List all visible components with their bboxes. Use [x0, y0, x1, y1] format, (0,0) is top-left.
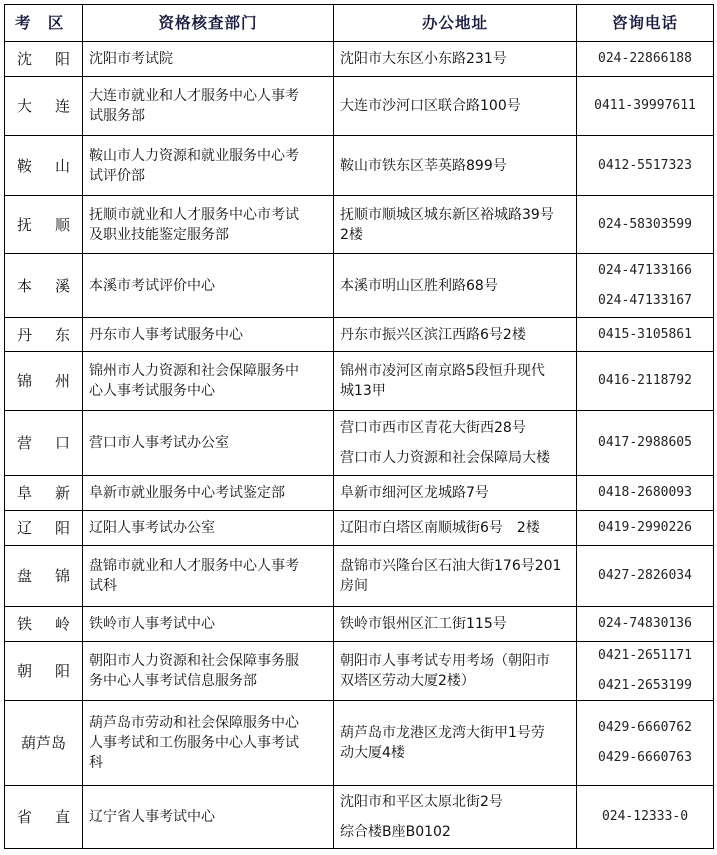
department-cell	[83, 136, 334, 196]
region-cell: 葫芦岛	[5, 701, 83, 786]
table-row	[5, 42, 714, 77]
address-cell	[334, 607, 577, 642]
department-cell	[83, 511, 334, 546]
address-cell	[334, 642, 577, 701]
phone-cell	[577, 196, 714, 254]
department-cell	[83, 607, 334, 642]
phones-line: 0419-2990226	[598, 520, 692, 535]
department-line: 葫芦岛市劳动和社会保障服务中心	[89, 715, 299, 731]
phones-line: 024-47133166	[598, 262, 692, 278]
address-cell	[334, 511, 577, 546]
region-cell: 沈 阳	[5, 42, 83, 77]
address-line: 双塔区劳动大厦2楼）	[340, 673, 475, 689]
header-department: 资格核查部门	[83, 5, 334, 42]
table-row	[5, 352, 714, 411]
table-row	[5, 546, 714, 607]
department-line: 朝阳市人力资源和社会保障事务服	[89, 653, 299, 669]
department-line: 鞍山市人力资源和就业服务中心考	[89, 147, 299, 164]
address-line: 沈阳市和平区太原北街2号	[340, 794, 503, 810]
address-cell	[334, 196, 577, 254]
department-cell	[83, 546, 334, 607]
table-row	[5, 77, 714, 136]
phones-line: 0415-3105861	[598, 326, 692, 342]
header-row	[5, 5, 714, 42]
region-cell: 抚 顺	[5, 196, 83, 254]
department-line: 营口市人事考试办公室	[89, 435, 229, 451]
address-line: 辽阳市白塔区南顺城街6号 2楼	[340, 520, 540, 536]
region-cell: 鞍 山	[5, 136, 83, 196]
department-line: 试科	[89, 578, 117, 594]
department-line: 心人事考试服务中心	[89, 383, 215, 399]
table-row	[5, 476, 714, 511]
phone-cell	[577, 786, 714, 849]
address-line: 铁岭市银州区汇工街115号	[340, 616, 507, 632]
department-line: 本溪市考试评价中心	[89, 277, 215, 294]
address-cell	[334, 411, 577, 476]
table-body	[5, 42, 714, 849]
department-cell	[83, 352, 334, 411]
address-line: 朝阳市人事考试专用考场（朝阳市	[340, 653, 550, 669]
address-cell	[334, 77, 577, 136]
region-cell: 朝 阳	[5, 642, 83, 701]
region-cell: 营 口	[5, 411, 83, 476]
phone-cell	[577, 546, 714, 607]
region-cell: 锦 州	[5, 352, 83, 411]
address-cell	[334, 352, 577, 411]
phone-cell	[577, 136, 714, 196]
region-cell: 阜 新	[5, 476, 83, 511]
address-line: 营口市人力资源和社会保障局大楼	[340, 450, 550, 466]
address-line: 动大厦4楼	[340, 745, 405, 761]
phones-line: 0412-5517323	[598, 157, 692, 173]
address-line: 丹东市振兴区滨江西路6号2楼	[340, 326, 526, 343]
phone-cell	[577, 701, 714, 786]
region-cell: 辽 阳	[5, 511, 83, 546]
department-line: 试评价部	[89, 167, 145, 184]
phones-line: 0427-2826034	[598, 568, 692, 583]
phones-line: 024-12333-0	[601, 809, 689, 824]
phone-cell	[577, 318, 714, 352]
phone-cell	[577, 352, 714, 411]
table-row	[5, 318, 714, 352]
address-cell	[334, 786, 577, 849]
region-cell: 本 溪	[5, 254, 83, 318]
phones-line: 0418-2680093	[598, 485, 692, 500]
phones-line: 0429-6660762	[598, 720, 692, 735]
phones-line: 0416-2118792	[598, 373, 692, 388]
department-line: 科	[89, 755, 103, 771]
region-cell: 盘 锦	[5, 546, 83, 607]
address-line: 营口市西市区青花大街西28号	[340, 420, 526, 436]
department-cell	[83, 42, 334, 77]
department-line: 务中心人事考试信息服务部	[89, 673, 257, 689]
region-cell: 铁 岭	[5, 607, 83, 642]
phones-line: 024-47133167	[598, 292, 692, 308]
department-cell	[83, 77, 334, 136]
department-line: 人事考试和工伤服务中心人事考试	[89, 735, 299, 751]
address-line: 抚顺市顺城区城东新区裕城路39号	[340, 206, 554, 223]
department-line: 抚顺市就业和人才服务中心市考试	[89, 206, 299, 223]
table-row	[5, 607, 714, 642]
department-line: 阜新市就业服务中心考试鉴定部	[89, 485, 285, 501]
address-line: 葫芦岛市龙港区龙湾大街甲1号劳	[340, 725, 545, 741]
table-row	[5, 196, 714, 254]
address-line: 沈阳市大东区小东路231号	[340, 51, 507, 67]
table-row	[5, 701, 714, 786]
address-cell	[334, 42, 577, 77]
header-address: 办公地址	[334, 5, 577, 42]
address-line: 锦州市凌河区南京路5段恒升现代	[340, 363, 545, 379]
table-row	[5, 254, 714, 318]
address-line: 2楼	[340, 226, 363, 243]
department-cell	[83, 701, 334, 786]
department-cell	[83, 254, 334, 318]
phone-cell	[577, 607, 714, 642]
phone-cell	[577, 411, 714, 476]
address-line: 阜新市细河区龙城路7号	[340, 485, 489, 501]
department-cell	[83, 196, 334, 254]
department-line: 辽阳人事考试办公室	[89, 520, 215, 536]
department-line: 盘锦市就业和人才服务中心人事考	[89, 558, 299, 574]
address-cell	[334, 318, 577, 352]
address-line: 综合楼B座B0102	[340, 824, 451, 840]
table-row	[5, 642, 714, 701]
phone-cell	[577, 42, 714, 77]
department-cell	[83, 411, 334, 476]
exam-contacts-table	[4, 4, 714, 849]
phone-cell	[577, 254, 714, 318]
table-row	[5, 511, 714, 546]
department-line: 辽宁省人事考试中心	[89, 809, 215, 825]
department-line: 试服务部	[89, 108, 145, 124]
phones-line: 0421-2653199	[598, 678, 692, 693]
address-cell	[334, 136, 577, 196]
phones-line: 024-22866188	[598, 51, 692, 66]
phones-line: 0421-2651171	[598, 648, 692, 663]
department-line: 锦州市人力资源和社会保障服务中	[89, 363, 299, 379]
department-cell	[83, 642, 334, 701]
region-cell: 丹 东	[5, 318, 83, 352]
department-line: 及职业技能鉴定服务部	[89, 226, 229, 243]
department-line: 丹东市人事考试服务中心	[89, 326, 243, 343]
header-phone: 咨询电话	[577, 5, 714, 42]
department-line: 沈阳市考试院	[89, 51, 173, 67]
phones-line: 0429-6660763	[598, 750, 692, 765]
phone-cell	[577, 642, 714, 701]
address-line: 房间	[340, 578, 368, 594]
phones-line: 0417-2988605	[598, 435, 692, 450]
phone-cell	[577, 77, 714, 136]
department-cell	[83, 786, 334, 849]
address-line: 大连市沙河口区联合路100号	[340, 98, 521, 114]
department-cell	[83, 476, 334, 511]
address-cell	[334, 254, 577, 318]
table-row	[5, 136, 714, 196]
address-line: 盘锦市兴隆台区石油大街176号201	[340, 558, 562, 574]
phones-line: 024-58303599	[598, 216, 692, 232]
address-cell	[334, 701, 577, 786]
header-region: 考 区	[5, 5, 83, 42]
address-line: 城13甲	[340, 383, 386, 399]
department-line: 铁岭市人事考试中心	[89, 616, 215, 632]
phone-cell	[577, 511, 714, 546]
address-cell	[334, 476, 577, 511]
region-cell: 省 直	[5, 786, 83, 849]
table-row	[5, 411, 714, 476]
region-cell: 大 连	[5, 77, 83, 136]
address-line: 本溪市明山区胜利路68号	[340, 277, 498, 294]
table-row	[5, 786, 714, 849]
phones-line: 0411-39997611	[594, 98, 696, 113]
phone-cell	[577, 476, 714, 511]
department-cell	[83, 318, 334, 352]
phones-line: 024-74830136	[598, 616, 692, 631]
address-cell	[334, 546, 577, 607]
address-line: 鞍山市铁东区莘英路899号	[340, 157, 507, 174]
department-line: 大连市就业和人才服务中心人事考	[89, 88, 299, 104]
